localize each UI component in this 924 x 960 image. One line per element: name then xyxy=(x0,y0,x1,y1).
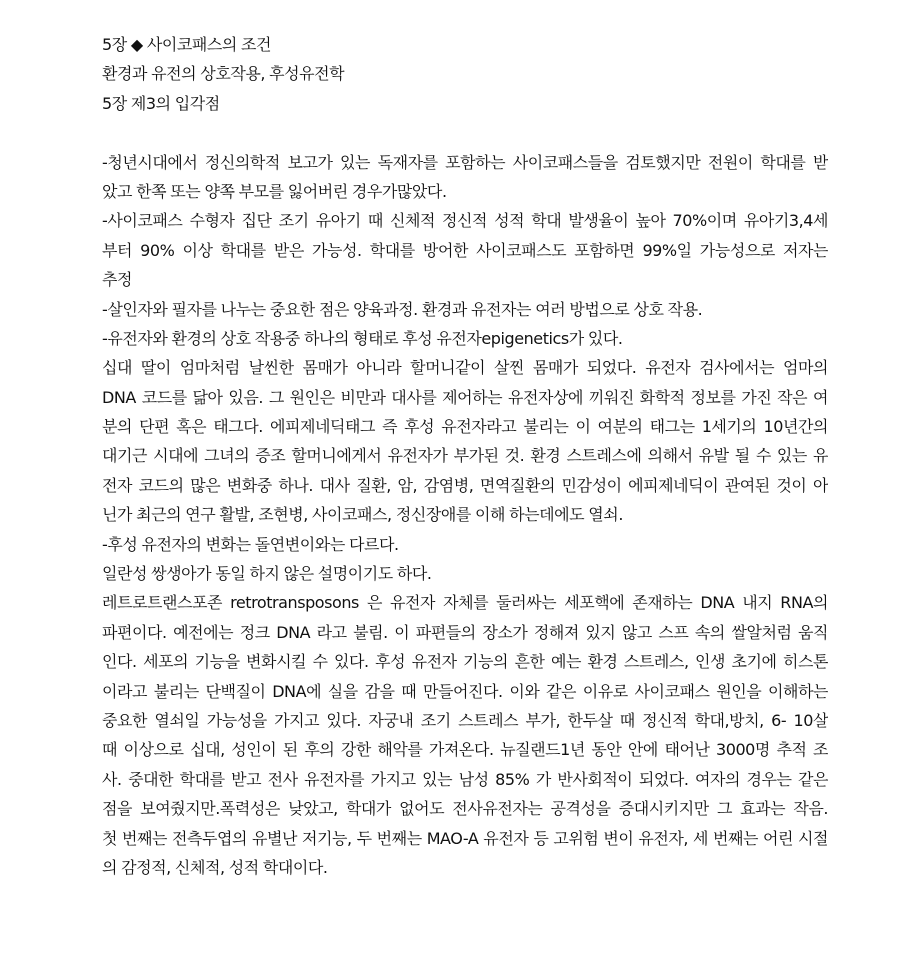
body-line: 사. 중대한 학대를 받고 전사 유전자를 가지고 있는 남성 85% 가 반사회적이 되었다. 여자의 경우는 같은 xyxy=(102,769,828,789)
paragraph-spacer xyxy=(102,118,828,147)
chapter-title: 5장 ◆ 사이코패스의 조건 xyxy=(102,35,272,54)
body-line: 의 감정적, 신체적, 성적 학대이다. xyxy=(102,857,328,877)
body-line: 인다. 세포의 기능을 변화시킬 수 있다. 후성 유전자 기능의 흔한 예는 환경 스트레스, 인생 초기에 히스톤 xyxy=(102,652,828,672)
body-line: 추정 xyxy=(102,270,133,290)
body-line: 전자 코드의 많은 변화중 하나. 대사 질환, 암, 감염병, 면역질환의 민감성이 에피제네딕이 관여된 것이 아 xyxy=(102,475,828,495)
body-line: 파편이다. 예전에는 정크 DNA 라고 불림. 이 파편들의 장소가 정해져 있지 않고 스프 속의 쌀알처럼 움직 xyxy=(102,622,828,642)
body-line: -후성 유전자의 변화는 돌연변이와는 다르다. xyxy=(102,534,399,554)
section-title: 5장 제3의 입각점 xyxy=(102,93,220,113)
body-line: DNA 코드를 닮아 있음. 그 원인은 비만과 대사를 제어하는 유전자상에 끼워진 화학적 정보를 가진 작은 여 xyxy=(102,387,828,407)
body-line: -유전자와 환경의 상호 작용중 하나의 형태로 후성 유전자epigenetics가 있다. xyxy=(102,328,623,348)
body-line: 부터 90% 이상 학대를 받은 가능성. 학대를 방어한 사이코패스도 포함하면 99%일 가능성으로 저자는 xyxy=(102,240,828,260)
body-line: 레트로트랜스포존 retrotransposons 은 유전자 자체를 둘러싸는 세포핵에 존재하는 DNA 내지 RNA의 xyxy=(102,593,828,613)
body-line: 첫 번째는 전측두엽의 유별난 저기능, 두 번째는 MAO-A 유전자 등 고위험 변이 유전자, 세 번째는 어린 시절 xyxy=(102,828,828,848)
body-line: 이라고 불리는 단백질이 DNA에 실을 감을 때 만들어진다. 이와 같은 이유로 사이코패스 원인을 이해하는 xyxy=(102,681,828,701)
body-line: 았고 한쪽 또는 양쪽 부모를 잃어버린 경우가많았다. xyxy=(102,181,447,201)
body-line: 닌가 최근의 연구 활발, 조현병, 사이코패스, 정신장애를 이해 하는데에도 열쇠. xyxy=(102,505,623,525)
chapter-subtitle: 환경과 유전의 상호작용, 후성유전학 xyxy=(102,64,345,84)
body-line: 때 이상으로 십대, 성인이 된 후의 강한 해악를 가져온다. 뉴질랜드1년 동안 안에 태어난 3000명 추적 조 xyxy=(102,740,828,760)
body-line: 대기근 시대에 그녀의 증조 할머니에게서 유전자가 부가된 것. 환경 스트레스에 의해서 유발 될 수 있는 유 xyxy=(102,446,828,466)
body-line: 중요한 열쇠일 가능성을 가지고 있다. 자궁내 조기 스트레스 부가, 한두살 때 정신적 학대,방치, 6- 10살 xyxy=(102,710,828,730)
body-line: 분의 단편 혹은 태그다. 에피제네딕태그 즉 후성 유전자라고 불리는 이 여분의 태그는 1세기의 10년간의 xyxy=(102,417,828,437)
body-line: -살인자와 필자를 나누는 중요한 점은 양육과정. 환경과 유전자는 여러 방법으로 상호 작용. xyxy=(102,299,703,319)
body-line: 십대 딸이 엄마처럼 날씬한 몸매가 아니라 할머니같이 살찐 몸매가 되었다. 유전자 검사에서는 엄마의 xyxy=(102,358,828,378)
body-line: -청년시대에서 정신의학적 보고가 있는 독재자를 포함하는 사이코패스들을 검토했지만 전원이 학대를 받 xyxy=(102,152,828,172)
body-line: -사이코패스 수형자 집단 조기 유아기 때 신체적 정신적 성적 학대 발생율이 높아 70%이며 유아기3,4세 xyxy=(102,211,828,231)
document-page xyxy=(102,30,828,882)
body-line: 일란성 쌍생아가 동일 하지 않은 설명이기도 하다. xyxy=(102,564,432,584)
body-line: 점을 보여줬지만.폭력성은 낮았고, 학대가 없어도 전사유전자는 공격성을 증대시키지만 그 효과는 작음. xyxy=(102,799,828,819)
